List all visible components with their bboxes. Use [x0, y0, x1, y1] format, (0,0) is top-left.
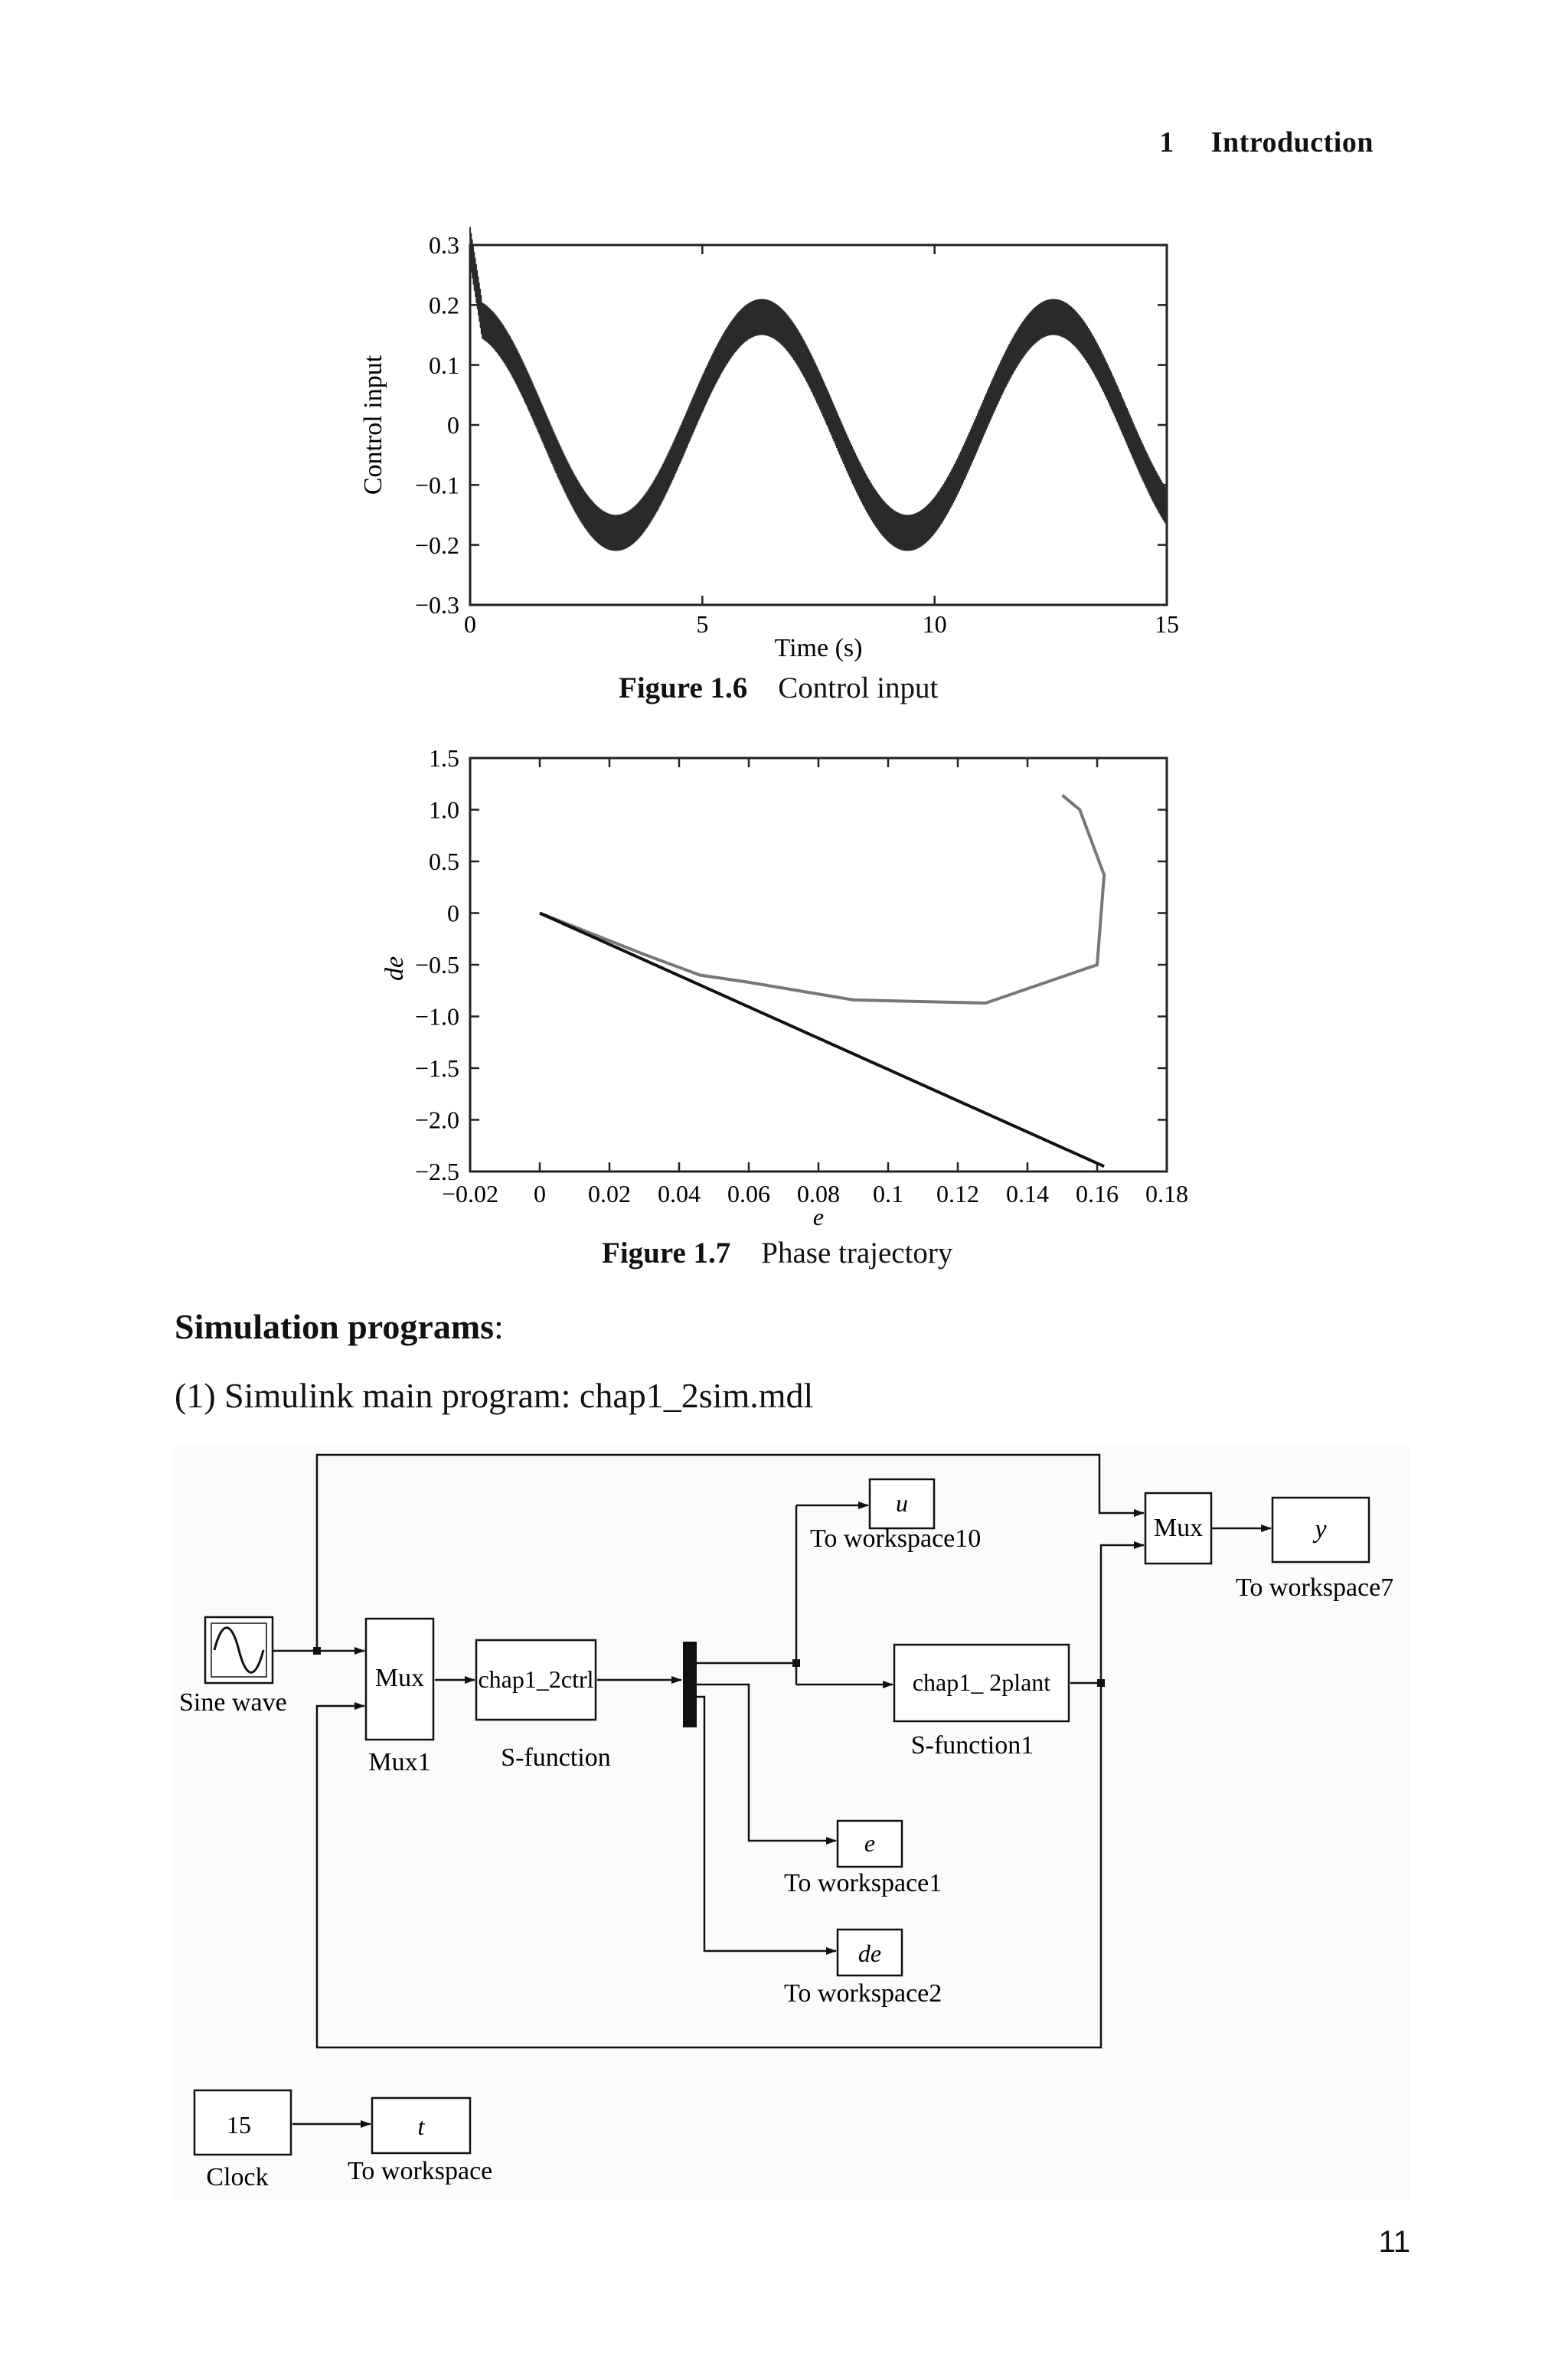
program-line: (1) Simulink main program: chap1_2sim.mdl	[175, 1376, 814, 1415]
x-tick-label: 0	[534, 1180, 546, 1207]
mux1-text: Mux	[374, 1664, 425, 1692]
x-tick-label: 15	[1155, 610, 1179, 638]
y-tick-label: 1.5	[429, 744, 459, 773]
x-tick-label: 0.1	[873, 1180, 903, 1207]
y-tick-label: 1.0	[429, 796, 459, 824]
y-tick-label: 0.3	[429, 231, 459, 260]
y-tick-label: −1.5	[414, 1054, 459, 1083]
x-tick-label: 0.16	[1076, 1180, 1119, 1207]
figure-title: Phase trajectory	[761, 1237, 953, 1270]
y-tick-label: 0.2	[429, 291, 459, 319]
y-tick-label: −2.0	[414, 1106, 459, 1134]
x-tick-label: 0.04	[658, 1180, 701, 1207]
y-tick-label: −0.1	[414, 471, 459, 499]
plot-frame	[470, 758, 1167, 1172]
mux-text: Mux	[1153, 1514, 1204, 1542]
y-axis-label: de	[381, 956, 409, 982]
y-tick-label: −0.5	[414, 951, 459, 979]
clock-text: 15	[227, 2111, 251, 2139]
to-workspace2-label: To workspace2	[784, 1979, 942, 2008]
s-function1-text: chap1_ 2plant	[912, 1668, 1051, 1696]
x-tick-label: 0	[464, 610, 476, 638]
chapter-title: Introduction	[1210, 126, 1374, 158]
y-tick-label: 0.1	[429, 351, 459, 379]
s-function-text: chap1_2ctrl	[478, 1665, 594, 1693]
junction-dot	[1097, 1679, 1105, 1687]
x-tick-label: 0.18	[1145, 1180, 1188, 1207]
y-tick-label: −2.5	[414, 1158, 459, 1186]
series-control-input	[470, 227, 1167, 551]
figure-caption	[619, 671, 938, 705]
series-sliding-line	[540, 913, 1104, 1167]
s-function-label: S-function	[501, 1743, 611, 1772]
figure-caption	[602, 1236, 952, 1270]
to-workspace7-text: y	[1315, 1515, 1327, 1544]
to-workspace1-label: To workspace1	[784, 1869, 942, 1897]
junction-dot	[792, 1659, 800, 1667]
x-tick-label: 0.14	[1006, 1180, 1049, 1207]
sine-wave-block[interactable]	[205, 1617, 273, 1683]
heading-text: Simulation programs	[175, 1307, 495, 1346]
x-tick-label: −0.02	[441, 1180, 499, 1207]
demux-block[interactable]	[683, 1642, 697, 1727]
mux1-label: Mux1	[368, 1748, 431, 1776]
junction-dot	[313, 1647, 321, 1655]
section-heading	[175, 1306, 504, 1347]
to-workspace-text: t	[417, 2113, 425, 2140]
figure-number: Figure 1.6	[619, 672, 748, 704]
y-tick-label: −0.2	[414, 531, 459, 559]
plot-frame	[470, 245, 1167, 605]
to-workspace7-label: To workspace7	[1236, 1573, 1394, 1602]
x-tick-label: 0.02	[588, 1180, 631, 1207]
x-axis-label: Time (s)	[774, 634, 863, 662]
figure-title: Control input	[778, 672, 939, 704]
figure-number: Figure 1.7	[602, 1237, 731, 1270]
x-axis-label: e	[812, 1203, 825, 1230]
s-function1-label: S-function1	[910, 1731, 1034, 1760]
y-tick-label: −1.0	[414, 1002, 459, 1031]
sine-wave-label: Sine wave	[179, 1688, 287, 1717]
diagram-background	[175, 1446, 1410, 2201]
to-workspace1-text: e	[864, 1829, 876, 1857]
y-tick-label: −0.3	[414, 591, 459, 619]
chapter-number: 1	[1159, 126, 1174, 158]
x-tick-label: 0.12	[936, 1180, 979, 1207]
to-workspace2-text: de	[858, 1939, 882, 1967]
clock-label: Clock	[206, 2163, 269, 2191]
running-header	[1159, 126, 1374, 159]
to-workspace-label: To workspace	[348, 2157, 493, 2185]
y-tick-label: 0	[447, 899, 459, 927]
x-tick-label: 0.06	[727, 1180, 770, 1207]
to-workspace10-label: To workspace10	[810, 1524, 982, 1553]
heading-suffix: :	[494, 1307, 504, 1346]
y-axis-label: Control input	[359, 355, 387, 495]
x-tick-label: 5	[696, 610, 709, 638]
phase-trajectory-chart	[378, 735, 1228, 1240]
x-tick-label: 10	[922, 610, 947, 638]
control-input-chart	[351, 222, 1216, 666]
y-tick-label: 0.5	[429, 848, 459, 876]
to-workspace10-text: u	[896, 1489, 908, 1517]
simulink-diagram	[175, 1446, 1430, 2204]
page-number: 11	[1378, 2225, 1410, 2259]
series-trajectory	[540, 796, 1104, 1003]
x-tick-label: 0.08	[797, 1180, 840, 1207]
y-tick-label: 0	[447, 411, 459, 440]
